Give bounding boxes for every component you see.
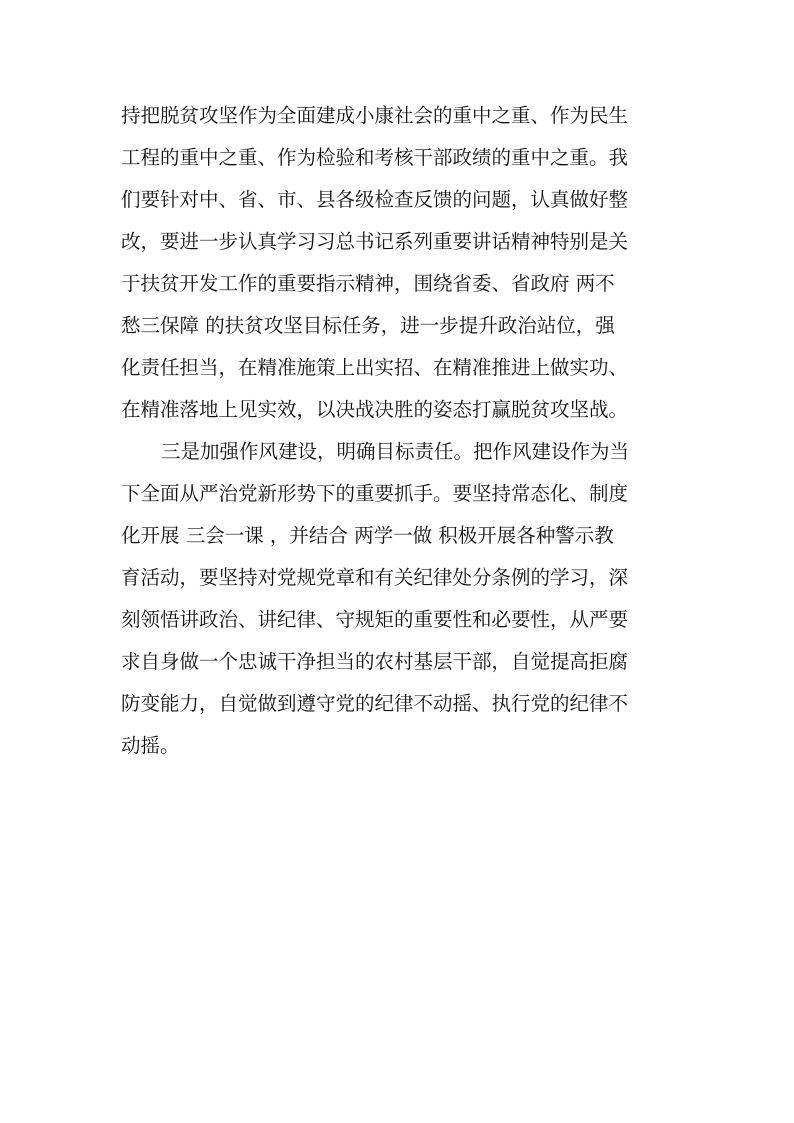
paragraph-line: 持把脱贫攻坚作为全面建成小康社会的重中之重、作为民生 xyxy=(121,104,629,127)
paragraph-line: 改，要进一步认真学习习总书记系列重要讲话精神特别是关 xyxy=(121,230,629,253)
paragraph-line: 在精准落地上见实效，以决战决胜的姿态打赢脱贫攻坚战。 xyxy=(121,398,629,421)
paragraph-line: 工程的重中之重、作为检验和考核干部政绩的重中之重。我 xyxy=(121,146,629,169)
paragraph-line: 刻领悟讲政治、讲纪律、守规矩的重要性和必要性，从严要 xyxy=(121,608,629,631)
paragraph-line: 防变能力，自觉做到遵守党的纪律不动摇、执行党的纪律不 xyxy=(121,692,629,715)
paragraph-line: 下全面从严治党新形势下的重要抓手。要坚持常态化、制度 xyxy=(121,482,629,505)
paragraph-line: 化开展 三会一课 ，并结合 两学一做 积极开展各种警示教 xyxy=(121,524,614,547)
paragraph-line: 们要针对中、省、市、县各级检查反馈的问题，认真做好整 xyxy=(121,188,629,211)
paragraph-line: 化责任担当，在精准施策上出实招、在精准推进上做实功、 xyxy=(121,356,629,379)
paragraph-line: 育活动，要坚持对党规党章和有关纪律处分条例的学习，深 xyxy=(121,566,629,589)
paragraph-line: 求自身做一个忠诚干净担当的农村基层干部，自觉提高拒腐 xyxy=(121,650,629,673)
paragraph-first-line: 三是加强作风建设，明确目标责任。把作风建设作为当 xyxy=(161,440,630,463)
paragraph-line: 动摇。 xyxy=(121,734,180,757)
paragraph-line: 于扶贫开发工作的重要指示精神，围绕省委、省政府 两不 xyxy=(121,272,615,295)
paragraph-line: 愁三保障 的扶贫攻坚目标任务，进一步提升政治站位，强 xyxy=(121,314,615,337)
